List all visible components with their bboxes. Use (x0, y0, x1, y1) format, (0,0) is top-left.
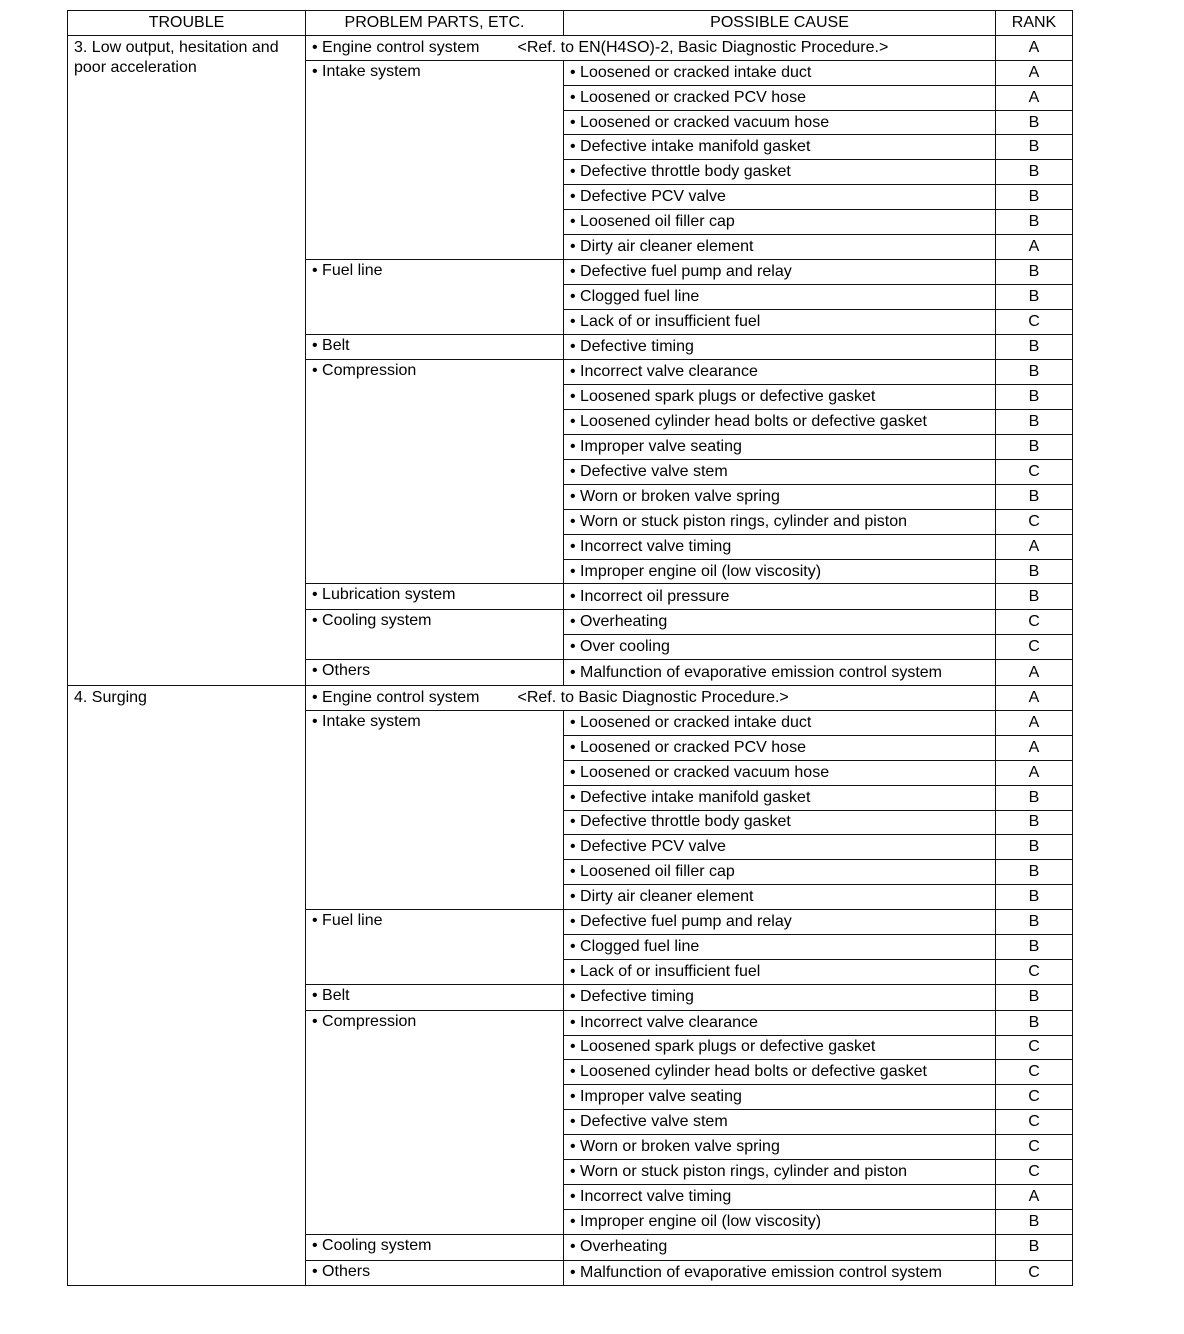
table-row (68, 35, 1073, 60)
rank-cell: B (996, 934, 1073, 959)
rank-cell: B (996, 410, 1073, 435)
possible-cause-cell: • Loosened cylinder head bolts or defective gasket (564, 1060, 996, 1085)
possible-cause-cell: • Overheating (564, 1234, 996, 1260)
possible-cause-cell: • Incorrect valve timing (564, 534, 996, 559)
possible-cause-cell: • Defective timing (564, 984, 996, 1010)
possible-cause-cell: • Malfunction of evaporative emission control system (564, 660, 996, 686)
problem-part-cell: • Belt (306, 984, 564, 1010)
possible-cause-cell: • Defective intake manifold gasket (564, 785, 996, 810)
header-trouble: TROUBLE (68, 11, 306, 36)
possible-cause-cell: • Improper engine oil (low viscosity) (564, 559, 996, 584)
problem-part-cell: • Compression (306, 1010, 564, 1234)
engine-control-ref: <Ref. to EN(H4SO)-2, Basic Diagnostic Procedure.> (564, 35, 996, 60)
possible-cause-cell: • Clogged fuel line (564, 284, 996, 309)
possible-cause-cell: • Loosened cylinder head bolts or defective gasket (564, 410, 996, 435)
rank-cell: B (996, 835, 1073, 860)
rank-cell: B (996, 259, 1073, 284)
possible-cause-cell: • Overheating (564, 610, 996, 635)
possible-cause-cell: • Worn or stuck piston rings, cylinder and piston (564, 1159, 996, 1184)
possible-cause-cell: • Incorrect oil pressure (564, 584, 996, 610)
possible-cause-cell: • Loosened or cracked PCV hose (564, 85, 996, 110)
possible-cause-cell: • Worn or broken valve spring (564, 484, 996, 509)
rank-cell: A (996, 60, 1073, 85)
possible-cause-cell: • Defective throttle body gasket (564, 160, 996, 185)
rank-cell: B (996, 385, 1073, 410)
possible-cause-cell: • Defective intake manifold gasket (564, 135, 996, 160)
header-rank: RANK (996, 11, 1073, 36)
rank-cell: A (996, 760, 1073, 785)
rank-cell: C (996, 610, 1073, 635)
rank-cell: A (996, 710, 1073, 735)
possible-cause-cell: • Incorrect valve clearance (564, 1010, 996, 1035)
possible-cause-cell: • Worn or stuck piston rings, cylinder and piston (564, 509, 996, 534)
rank-cell: C (996, 1159, 1073, 1184)
problem-part-cell: • Cooling system (306, 610, 564, 660)
header-problem-parts: PROBLEM PARTS, ETC. (306, 11, 564, 36)
rank-cell: B (996, 559, 1073, 584)
table-body (68, 35, 1073, 1286)
rank-cell: B (996, 435, 1073, 460)
possible-cause-cell: • Loosened or cracked vacuum hose (564, 110, 996, 135)
problem-part-cell: • Intake system (306, 60, 564, 259)
rank-cell: C (996, 1035, 1073, 1060)
possible-cause-cell: • Defective throttle body gasket (564, 810, 996, 835)
rank-cell: C (996, 959, 1073, 984)
rank-cell: B (996, 360, 1073, 385)
rank-cell: A (996, 660, 1073, 686)
possible-cause-cell: • Over cooling (564, 635, 996, 660)
rank-cell: B (996, 334, 1073, 360)
possible-cause-cell: • Defective valve stem (564, 460, 996, 485)
rank-cell: C (996, 460, 1073, 485)
rank-cell: A (996, 1184, 1073, 1209)
possible-cause-cell: • Incorrect valve clearance (564, 360, 996, 385)
engine-control-part: • Engine control system (306, 35, 564, 60)
rank-cell: B (996, 484, 1073, 509)
rank-cell: C (996, 1135, 1073, 1160)
possible-cause-cell: • Defective PCV valve (564, 185, 996, 210)
possible-cause-cell: • Loosened oil filler cap (564, 860, 996, 885)
possible-cause-cell: • Dirty air cleaner element (564, 235, 996, 260)
problem-part-cell: • Fuel line (306, 259, 564, 334)
rank-cell: B (996, 1234, 1073, 1260)
possible-cause-cell: • Improper valve seating (564, 1085, 996, 1110)
possible-cause-cell: • Defective timing (564, 334, 996, 360)
possible-cause-cell: • Defective valve stem (564, 1110, 996, 1135)
rank-cell: A (996, 35, 1073, 60)
trouble-cell: 4. Surging (68, 686, 306, 1286)
table-row (68, 686, 1073, 711)
rank-cell: C (996, 509, 1073, 534)
possible-cause-cell: • Loosened oil filler cap (564, 210, 996, 235)
rank-cell: B (996, 785, 1073, 810)
rank-cell: B (996, 160, 1073, 185)
rank-cell: A (996, 735, 1073, 760)
rank-cell: B (996, 810, 1073, 835)
rank-cell: A (996, 235, 1073, 260)
header-possible-cause: POSSIBLE CAUSE (564, 11, 996, 36)
rank-cell: C (996, 1260, 1073, 1286)
rank-cell: B (996, 210, 1073, 235)
possible-cause-cell: • Lack of or insufficient fuel (564, 309, 996, 334)
possible-cause-cell: • Improper valve seating (564, 435, 996, 460)
rank-cell: B (996, 584, 1073, 610)
rank-cell: A (996, 686, 1073, 711)
possible-cause-cell: • Improper engine oil (low viscosity) (564, 1209, 996, 1234)
rank-cell: C (996, 309, 1073, 334)
problem-part-cell: • Compression (306, 360, 564, 584)
possible-cause-cell: • Malfunction of evaporative emission control system (564, 1260, 996, 1286)
rank-cell: A (996, 85, 1073, 110)
rank-cell: B (996, 885, 1073, 910)
possible-cause-cell: • Clogged fuel line (564, 934, 996, 959)
diagnostic-table (67, 10, 1073, 1286)
possible-cause-cell: • Loosened or cracked PCV hose (564, 735, 996, 760)
rank-cell: C (996, 1060, 1073, 1085)
rank-cell: B (996, 910, 1073, 935)
possible-cause-cell: • Incorrect valve timing (564, 1184, 996, 1209)
problem-part-cell: • Lubrication system (306, 584, 564, 610)
rank-cell: B (996, 860, 1073, 885)
rank-cell: A (996, 534, 1073, 559)
problem-part-cell: • Intake system (306, 710, 564, 909)
rank-cell: B (996, 1209, 1073, 1234)
trouble-cell: 3. Low output, hesitation and poor acceleration (68, 35, 306, 685)
possible-cause-cell: • Dirty air cleaner element (564, 885, 996, 910)
possible-cause-cell: • Loosened or cracked intake duct (564, 60, 996, 85)
possible-cause-cell: • Defective fuel pump and relay (564, 910, 996, 935)
rank-cell: C (996, 1085, 1073, 1110)
rank-cell: B (996, 110, 1073, 135)
possible-cause-cell: • Loosened or cracked intake duct (564, 710, 996, 735)
problem-part-cell: • Others (306, 1260, 564, 1286)
possible-cause-cell: • Defective PCV valve (564, 835, 996, 860)
rank-cell: B (996, 135, 1073, 160)
rank-cell: C (996, 635, 1073, 660)
rank-cell: B (996, 1010, 1073, 1035)
problem-part-cell: • Others (306, 660, 564, 686)
rank-cell: B (996, 984, 1073, 1010)
possible-cause-cell: • Lack of or insufficient fuel (564, 959, 996, 984)
rank-cell: B (996, 284, 1073, 309)
engine-control-ref: <Ref. to Basic Diagnostic Procedure.> (564, 686, 996, 711)
possible-cause-cell: • Worn or broken valve spring (564, 1135, 996, 1160)
problem-part-cell: • Fuel line (306, 910, 564, 985)
possible-cause-cell: • Loosened spark plugs or defective gasket (564, 1035, 996, 1060)
problem-part-cell: • Cooling system (306, 1234, 564, 1260)
possible-cause-cell: • Defective fuel pump and relay (564, 259, 996, 284)
problem-part-cell: • Belt (306, 334, 564, 360)
possible-cause-cell: • Loosened or cracked vacuum hose (564, 760, 996, 785)
possible-cause-cell: • Loosened spark plugs or defective gasket (564, 385, 996, 410)
header-row (68, 11, 1073, 36)
rank-cell: B (996, 185, 1073, 210)
rank-cell: C (996, 1110, 1073, 1135)
engine-control-part: • Engine control system (306, 686, 564, 711)
